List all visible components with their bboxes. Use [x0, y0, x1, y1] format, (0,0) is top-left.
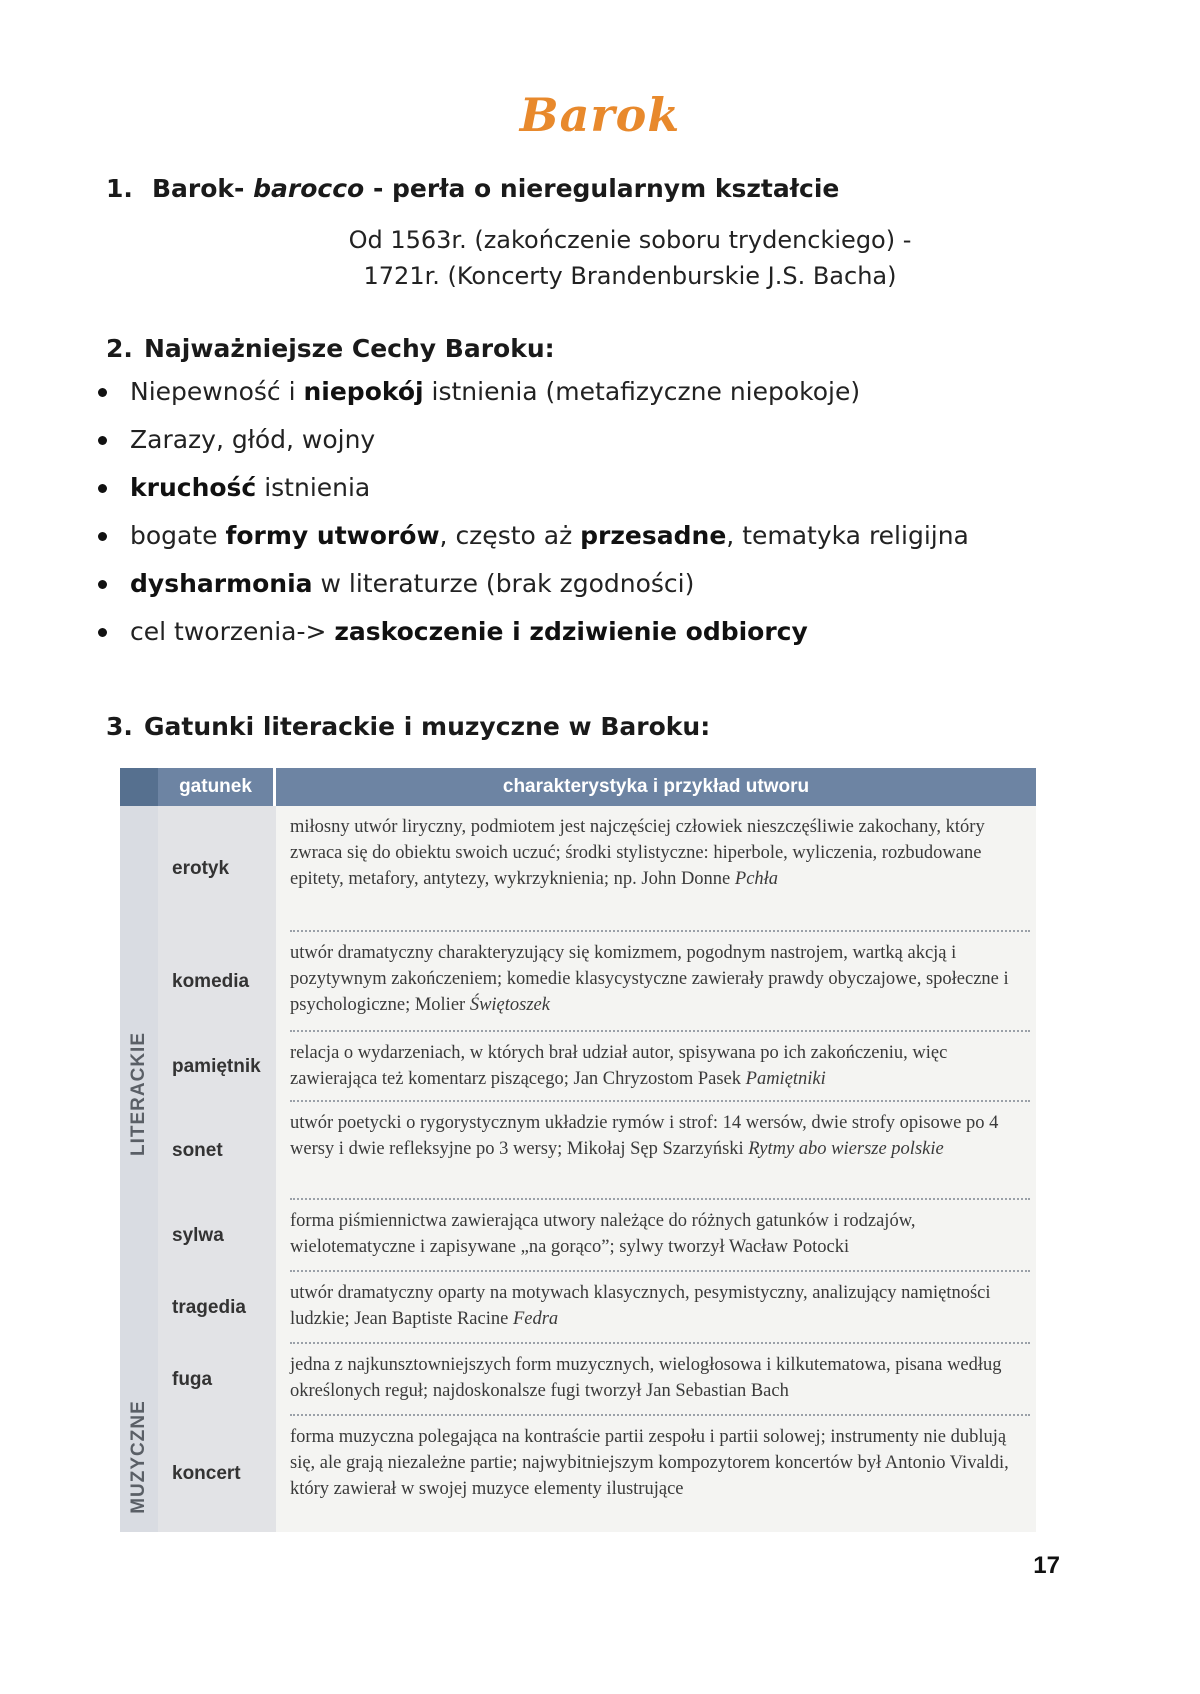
genres-table [120, 768, 1036, 1532]
work-title: Fedra [512, 1309, 559, 1329]
description-text: forma muzyczna polegająca na kontraście partii zespołu i partii solowej; instrumenty nie dublują się, ale grają niezależne partie; najwybitniejszym kompozytorem koncertów był Antonio Vivaldi, który zawierał w swojej muzyce elementy ilustrujące [290, 1427, 1009, 1499]
genre-name: erotyk [158, 806, 276, 932]
table-row [158, 1102, 1036, 1200]
description-text: utwór poetycki o rygorystycznym układzie rymów i strof: 14 wersów, dwie strofy opisowe po 4 wersy i dwie refleksyjne po 3 wersy; Mikołaj Sęp Szarzyński [290, 1113, 999, 1159]
genre-description [290, 1110, 1026, 1162]
group-label-text: LITERACKIE [128, 1031, 149, 1156]
genre-description [290, 1352, 1026, 1404]
genre-description [290, 1208, 1026, 1260]
column-header-description: charakterystyka i przykład utworu [502, 776, 810, 797]
group-label-musical [120, 1381, 158, 1532]
work-title: Pamiętniki [745, 1069, 826, 1089]
genre-description [290, 814, 1026, 892]
work-title: Rytmy abo wiersze polskie [748, 1139, 944, 1159]
heading-part: - perła o nieregularnym kształcie [364, 174, 840, 203]
page-number: 17 [1033, 1552, 1060, 1579]
item-bold: dysharmonia [130, 569, 313, 598]
dates-line: Od 1563r. (zakończenie soboru trydenckiego) - [348, 226, 912, 254]
heading-text: Najważniejsze Cechy Baroku: [144, 334, 555, 363]
bullet-icon [98, 628, 107, 637]
heading-text: Gatunki literackie i muzyczne w Baroku: [144, 712, 711, 741]
item-text: , często aż [439, 521, 581, 550]
description-text: forma piśmiennictwa zawierająca utwory należące do różnych gatunków i rodzajów, wielotematyczne i zapisywane „na gorąco”; sylwy tworzył Wacław Potocki [290, 1211, 916, 1257]
item-text: w literaturze (brak zgodności) [312, 569, 695, 598]
bullet-icon [98, 436, 107, 445]
list-item [96, 608, 969, 656]
item-text: Zarazy, głód, wojny [130, 425, 376, 454]
table-row [158, 1344, 1036, 1416]
item-bold: przesadne [580, 521, 727, 550]
genre-name: fuga [158, 1344, 276, 1416]
description-text: jedna z najkunsztowniejszych form muzycznych, wielogłosowa i kilkutematowa, pisana według określonych reguł; najdoskonalsze fugi tworzył Jan Sebastian Bach [290, 1355, 1002, 1401]
genre-name: sonet [158, 1102, 276, 1200]
genre-description [290, 1040, 1026, 1092]
genre-description [290, 940, 1026, 1018]
table-row [158, 1416, 1036, 1532]
item-bold: niepokój [303, 377, 424, 406]
description-text: utwór dramatyczny oparty na motywach klasycznych, pesymistyczny, analizujący namiętności ludzkie; Jean Baptiste Racine [290, 1283, 991, 1329]
item-bold: formy utworów [225, 521, 440, 550]
section-3-heading [106, 712, 710, 741]
description-text: miłosny utwór liryczny, podmiotem jest najczęściej człowiek nieszczęśliwie zakochany, który zwraca się do obiektu swoich uczuć; środki stylistyczne: hiperbole, wyliczenia, rozbudowane epitety, metafory, antytezy, wykrzyknienia; np. John Donne [290, 817, 985, 889]
group-label-text: MUZYCZNE [128, 1399, 149, 1514]
section-number: 1. [106, 174, 133, 203]
era-dates [300, 222, 960, 294]
genre-name: komedia [158, 932, 276, 1032]
description-text: relacja o wydarzeniach, w których brał udział autor, spisywana po ich zakończeniu, więc zawierająca też komentarz piszącego; Jan Chryzostom Pasek [290, 1043, 948, 1089]
table-row [158, 1272, 1036, 1344]
list-item [96, 464, 969, 512]
heading-italic: barocco [253, 174, 365, 203]
header-corner [120, 768, 158, 806]
section-number: 2. [106, 334, 133, 363]
genre-description [290, 1280, 1026, 1332]
genre-name: sylwa [158, 1200, 276, 1272]
heading-part: Barok- [152, 174, 254, 203]
section-number: 3. [106, 712, 133, 741]
list-item [96, 416, 969, 464]
item-bold: kruchość [130, 473, 257, 502]
table-row [158, 806, 1036, 932]
bullet-icon [98, 580, 107, 589]
table-header [120, 768, 1036, 806]
group-label-literary [120, 806, 158, 1381]
page-title: Barok [519, 88, 681, 142]
column-header-genre: gatunek [158, 768, 276, 806]
item-bold: zaskoczenie i zdziwienie odbiorcy [334, 617, 808, 646]
item-text: istnienia (metafizyczne niepokoje) [423, 377, 861, 406]
section-1-heading [106, 174, 839, 203]
work-title: Świętoszek [469, 995, 550, 1015]
bullet-icon [98, 532, 107, 541]
genre-name: tragedia [158, 1272, 276, 1344]
bullet-icon [98, 388, 107, 397]
genre-name: koncert [158, 1416, 276, 1532]
item-text: , tematyka religijna [726, 521, 969, 550]
item-text: bogate [130, 521, 226, 550]
genre-name: pamiętnik [158, 1032, 276, 1102]
list-item [96, 560, 969, 608]
list-item [96, 512, 969, 560]
work-title: Pchła [734, 869, 779, 889]
table-row [158, 1200, 1036, 1272]
table-row [158, 1032, 1036, 1102]
list-item [96, 368, 969, 416]
bullet-icon [98, 484, 107, 493]
table-row [158, 932, 1036, 1032]
item-text: istnienia [256, 473, 371, 502]
description-text: utwór dramatyczny charakteryzujący się komizmem, pogodnym nastrojem, wartką akcją i pozytywnym zakończeniem; komedie klasycystyczne zawierały prawdy obyczajowe, społeczne i psychologiczne; Molier [290, 943, 1009, 1015]
dates-line: 1721r. (Koncerty Brandenburskie J.S. Bacha) [363, 262, 897, 290]
item-text: Niepewność i [130, 377, 304, 406]
item-text: cel tworzenia-> [130, 617, 335, 646]
genre-description [290, 1424, 1026, 1502]
section-2-heading [106, 334, 555, 363]
features-list [96, 368, 969, 656]
